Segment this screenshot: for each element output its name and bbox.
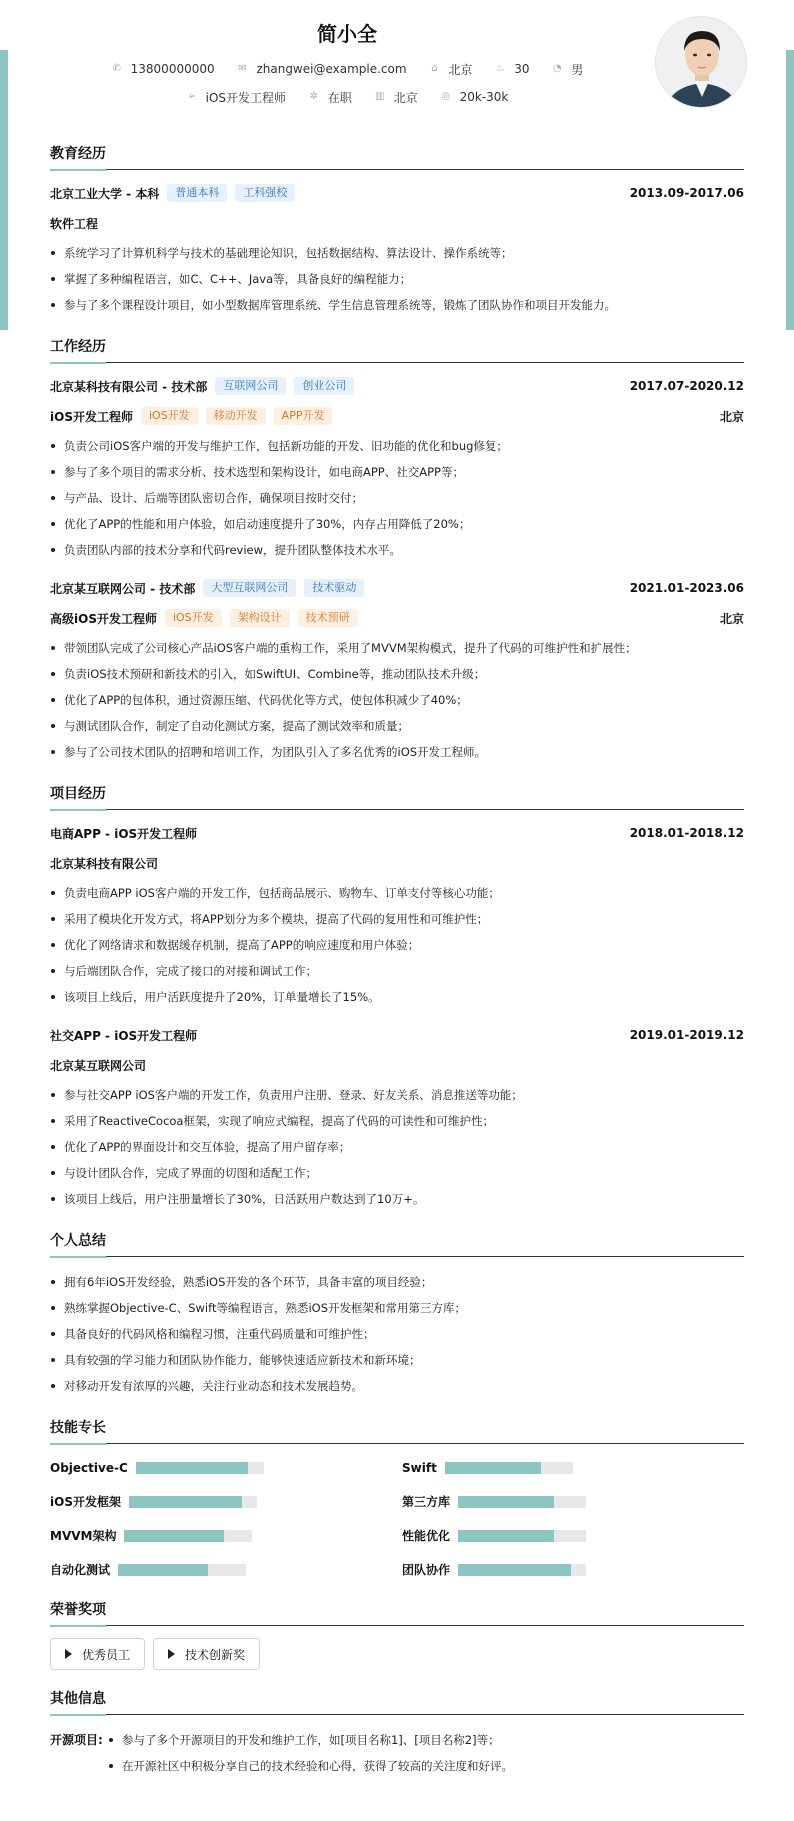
skill-name: 性能优化 xyxy=(402,1529,451,1543)
skill-level-fill xyxy=(129,1496,242,1508)
skill-name: 自动化测试 xyxy=(50,1563,111,1577)
role-tag: iOS开发 xyxy=(141,407,198,425)
job-role: iOS开发工程师 xyxy=(50,409,133,424)
awards-list xyxy=(50,1638,744,1670)
gender-text: 男 xyxy=(571,62,584,77)
work-title: 工作经历 xyxy=(50,336,744,363)
list-item: 参与社交APP iOS客户端的开发工作，负责用户注册、登录、好友关系、消息推送等功能； xyxy=(50,1082,744,1108)
list-item: 与产品、设计、后端等团队密切合作，确保项目按时交付； xyxy=(50,485,744,511)
skills-section xyxy=(50,1417,744,1581)
age-info xyxy=(494,62,529,76)
list-item: 具备良好的代码风格和编程习惯，注重代码质量和可维护性； xyxy=(50,1321,744,1347)
list-item: 在开源社区中积极分享自己的技术经验和心得，获得了较高的关注度和好评。 xyxy=(108,1753,513,1779)
email-icon: ✉ xyxy=(238,63,247,74)
phone-text: 13800000000 xyxy=(130,62,215,76)
home-icon: ⌂ xyxy=(431,63,438,74)
company-name: 北京某互联网公司 - 技术部 xyxy=(50,581,196,596)
role-tag: iOS开发 xyxy=(165,609,222,627)
skill-name: 团队协作 xyxy=(402,1563,451,1577)
building-icon: ▥ xyxy=(374,91,385,102)
status-text: 在职 xyxy=(327,90,352,105)
skill-level-bar xyxy=(458,1564,586,1576)
list-item: 掌握了多种编程语言，如C、C++、Java等，具备良好的编程能力； xyxy=(50,266,744,292)
list-item: 参与了公司技术团队的招聘和培训工作，为团队引入了多名优秀的iOS开发工程师。 xyxy=(50,739,744,765)
skill-item xyxy=(402,1490,744,1513)
project-entry-head xyxy=(50,822,744,844)
project-company-row xyxy=(50,1054,744,1076)
major-name: 软件工程 xyxy=(50,216,99,231)
list-item: 负责公司iOS客户端的开发与维护工作，包括新功能的开发、旧功能的优化和bug修复； xyxy=(50,433,744,459)
coin-icon: ◎ xyxy=(441,91,450,102)
skill-level-bar xyxy=(118,1564,246,1576)
job-info xyxy=(186,89,286,106)
list-item: 系统学习了计算机科学与技术的基础理论知识，包括数据结构、算法设计、操作系统等； xyxy=(50,240,744,266)
email-info xyxy=(236,62,406,76)
list-item: 拥有6年iOS开发经验，熟悉iOS开发的各个环节，具备丰富的项目经验； xyxy=(50,1269,744,1295)
skill-name: MVVM架构 xyxy=(50,1529,117,1543)
project-date: 2019.01-2019.12 xyxy=(629,1028,744,1042)
company-tag: 技术驱动 xyxy=(304,579,364,597)
city-text: 北京 xyxy=(448,62,473,77)
education-section xyxy=(50,143,744,318)
skill-name: Objective-C xyxy=(50,1460,128,1475)
job-location: 北京 xyxy=(719,611,744,626)
job-intent-row xyxy=(50,88,644,106)
list-item: 参与了多个项目的需求分析、技术选型和架构设计，如电商APP、社交APP等； xyxy=(50,459,744,485)
list-item: 对移动开发有浓厚的兴趣，关注行业动态和技术发展趋势。 xyxy=(50,1373,744,1399)
education-title: 教育经历 xyxy=(50,143,744,170)
skill-item xyxy=(50,1456,402,1479)
school-tag: 普通本科 xyxy=(167,184,227,202)
job-role-row xyxy=(50,607,744,629)
other-title: 其他信息 xyxy=(50,1688,744,1715)
education-major-row xyxy=(50,212,744,234)
other-label: 开源项目: xyxy=(50,1733,103,1747)
list-item: 优化了APP的包体积，通过资源压缩、代码优化等方式，使包体积减少了40%； xyxy=(50,687,744,713)
job-role-row xyxy=(50,405,744,427)
awards-title: 荣誉奖项 xyxy=(50,1599,744,1626)
list-item: 优化了APP的界面设计和交互体验，提高了用户留存率； xyxy=(50,1134,744,1160)
award-label: 优秀员工 xyxy=(82,1647,131,1662)
send-icon: ➢ xyxy=(187,91,196,102)
list-item: 优化了APP的性能和用户体验，如启动速度提升了30%，内存占用降低了20%； xyxy=(50,511,744,537)
gender-icon: ◔ xyxy=(552,63,562,74)
project-bullets xyxy=(50,880,744,1010)
job-date: 2017.07-2020.12 xyxy=(629,379,744,393)
city-info xyxy=(428,61,472,78)
phone-info xyxy=(111,62,215,76)
list-item: 具有较强的学习能力和团队协作能力，能够快速适应新技术和新环境； xyxy=(50,1347,744,1373)
avatar xyxy=(655,16,747,108)
company-name: 北京某科技有限公司 - 技术部 xyxy=(50,379,208,394)
age-text: 30 xyxy=(514,62,530,76)
job-date: 2021.01-2023.06 xyxy=(629,581,744,595)
list-item: 熟练掌握Objective-C、Swift等编程语言，熟悉iOS开发框架和常用第三方库； xyxy=(50,1295,744,1321)
project-company: 北京某互联网公司 xyxy=(50,1058,147,1073)
skill-level-fill xyxy=(458,1496,554,1508)
list-item: 负责团队内部的技术分享和代码review，提升团队整体技术水平。 xyxy=(50,537,744,563)
skill-item xyxy=(402,1456,744,1479)
work-city-text: 北京 xyxy=(393,90,418,105)
email-text: zhangwei@example.com xyxy=(256,62,407,76)
skills-title: 技能专长 xyxy=(50,1417,744,1444)
resume-header xyxy=(50,0,744,125)
skill-level-fill xyxy=(458,1564,571,1576)
skill-level-bar xyxy=(129,1496,257,1508)
list-item: 采用了模块化开发方式，将APP划分为多个模块，提高了代码的复用性和可维护性； xyxy=(50,906,744,932)
projects-section xyxy=(50,783,744,1212)
list-item: 参与了多个课程设计项目，如小型数据库管理系统、学生信息管理系统等，锻炼了团队协作和项目开发能力。 xyxy=(50,292,744,318)
gender-info xyxy=(551,61,583,78)
other-info-row xyxy=(50,1727,744,1779)
other-bullets xyxy=(108,1727,513,1779)
skill-level-bar xyxy=(458,1496,586,1508)
role-tag: APP开发 xyxy=(274,407,333,425)
list-item: 与后端团队合作，完成了接口的对接和调试工作； xyxy=(50,958,744,984)
other-section xyxy=(50,1688,744,1779)
avatar-portrait-image xyxy=(656,17,747,108)
gear-icon: ✲ xyxy=(309,91,319,102)
award-badge[interactable] xyxy=(50,1638,145,1670)
list-item: 负责iOS技术预研和新技术的引入，如SwiftUI、Combine等，推动团队技术升级； xyxy=(50,661,744,687)
job-entry-head xyxy=(50,375,744,397)
education-date: 2013.09-2017.06 xyxy=(629,186,744,200)
job-role: 高级iOS开发工程师 xyxy=(50,611,157,626)
skill-item xyxy=(50,1524,402,1547)
list-item: 负责电商APP iOS客户端的开发工作，包括商品展示、购物车、订单支付等核心功能； xyxy=(50,880,744,906)
skill-level-bar xyxy=(458,1530,586,1542)
job-bullets xyxy=(50,433,744,563)
education-bullets xyxy=(50,240,744,318)
salary-text: 20k-30k xyxy=(459,90,509,104)
list-item: 该项目上线后，用户活跃度提升了20%，订单量增长了15%。 xyxy=(50,984,744,1010)
skill-level-bar xyxy=(136,1462,264,1474)
play-triangle-icon xyxy=(168,1649,175,1659)
company-tag: 大型互联网公司 xyxy=(203,579,296,597)
skill-level-fill xyxy=(118,1564,208,1576)
skill-item xyxy=(402,1524,744,1547)
resume-page xyxy=(50,0,744,1779)
summary-section xyxy=(50,1230,744,1399)
list-item: 带领团队完成了公司核心产品iOS客户端的重构工作，采用了MVVM架构模式，提升了代码的可维护性和扩展性； xyxy=(50,635,744,661)
list-item: 与设计团队合作，完成了界面的切图和适配工作； xyxy=(50,1160,744,1186)
awards-section xyxy=(50,1599,744,1670)
job-entry-head xyxy=(50,577,744,599)
list-item: 参与了多个开源项目的开发和维护工作，如[项目名称1]、[项目名称2]等； xyxy=(108,1727,513,1753)
skill-level-fill xyxy=(124,1530,224,1542)
skill-item xyxy=(50,1490,402,1513)
skill-name: 第三方库 xyxy=(402,1495,451,1509)
project-date: 2018.01-2018.12 xyxy=(629,826,744,840)
summary-bullets xyxy=(50,1269,744,1399)
award-label: 技术创新奖 xyxy=(185,1647,246,1662)
status-info xyxy=(308,89,352,106)
school-tag: 工科强校 xyxy=(235,184,295,202)
project-company: 北京某科技有限公司 xyxy=(50,856,159,871)
list-item: 该项目上线后，用户注册量增长了30%，日活跃用户数达到了10万+。 xyxy=(50,1186,744,1212)
skill-name: Swift xyxy=(402,1460,437,1475)
skill-level-bar xyxy=(124,1530,252,1542)
skill-item xyxy=(50,1558,402,1581)
list-item: 优化了网络请求和数据缓存机制，提高了APP的响应速度和用户体验； xyxy=(50,932,744,958)
education-entry-head xyxy=(50,182,744,204)
company-tag: 创业公司 xyxy=(294,377,354,395)
summary-title: 个人总结 xyxy=(50,1230,744,1257)
skill-level-fill xyxy=(136,1462,249,1474)
cake-icon: ♨ xyxy=(495,63,505,74)
list-item: 采用了ReactiveCocoa框架，实现了响应式编程，提高了代码的可读性和可维护性； xyxy=(50,1108,744,1134)
role-tag: 移动开发 xyxy=(206,407,266,425)
salary-info xyxy=(440,90,509,104)
award-badge[interactable] xyxy=(153,1638,260,1670)
skills-grid xyxy=(50,1456,744,1581)
contact-row xyxy=(50,60,644,78)
skill-level-bar xyxy=(445,1462,573,1474)
skill-name: iOS开发框架 xyxy=(50,1495,121,1509)
phone-icon: ✆ xyxy=(112,63,121,74)
work-section xyxy=(50,336,744,765)
projects-title: 项目经历 xyxy=(50,783,744,810)
play-triangle-icon xyxy=(65,1649,72,1659)
role-tag: 技术预研 xyxy=(298,609,358,627)
school-name: 北京工业大学 - 本科 xyxy=(50,186,160,201)
company-tag: 互联网公司 xyxy=(215,377,286,395)
job-text: iOS开发工程师 xyxy=(205,90,287,105)
list-item: 与测试团队合作，制定了自动化测试方案，提高了测试效率和质量； xyxy=(50,713,744,739)
skill-level-fill xyxy=(458,1530,554,1542)
project-name: 电商APP - iOS开发工程师 xyxy=(50,826,198,841)
left-accent-bar xyxy=(0,50,8,330)
right-accent-bar xyxy=(786,50,794,330)
skill-item xyxy=(402,1558,744,1581)
project-company-row xyxy=(50,852,744,874)
project-entry-head xyxy=(50,1024,744,1046)
candidate-name: 简小全 xyxy=(317,22,377,46)
job-bullets xyxy=(50,635,744,765)
role-tag: 架构设计 xyxy=(230,609,290,627)
skill-level-fill xyxy=(445,1462,541,1474)
work-city-info xyxy=(374,89,418,106)
project-bullets xyxy=(50,1082,744,1212)
project-name: 社交APP - iOS开发工程师 xyxy=(50,1028,198,1043)
job-location: 北京 xyxy=(719,409,744,424)
